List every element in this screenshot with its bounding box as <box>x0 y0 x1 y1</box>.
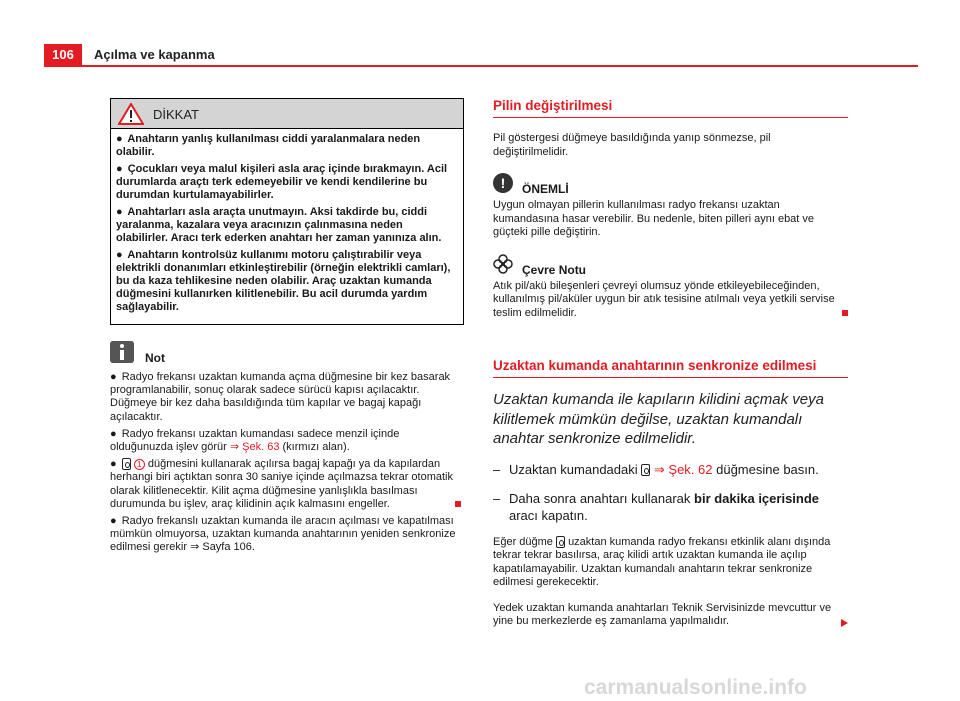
note-item: ● Radyo frekansı uzaktan kumanda açma düğmesine bir kez basarak programlanabilir, sonuç olarak sadece sürücü kapısı açılacaktır. Düğmeye bir kez daha basıldığında tüm kapılar ve bagaj kapağı açılacaktır. <box>110 371 451 423</box>
env-title: Çevre Notu <box>522 262 587 277</box>
sync-section <box>493 358 848 629</box>
warning-header <box>111 99 463 129</box>
env-header <box>493 254 848 280</box>
warning-title: DİKKAT <box>153 107 199 122</box>
important-header <box>493 173 848 199</box>
note-section <box>110 341 464 555</box>
sync-para: Eğer düğme uzaktan kumanda radyo frekansı etkinlik alanı dışında tekrar tekrar basılırsa, araç kilidi artık uzaktan kumanda ile açılıp kapatılamayabilir. Uzaktan kumandalı anahtarın tekrar senkronize edilmesi gerekecektir. <box>493 535 831 588</box>
important-title: ÖNEMLİ <box>522 182 569 196</box>
section-end-marker <box>842 310 848 316</box>
warning-item: ● Anahtarın kontrolsüz kullanımı motoru çalıştırabilir veya elektrikli donanımları etkinleştirebilir (örneğin elektrikli camları), bu da kaza tehlikesine neden olabilir. Araç uzaktan kumanda düğmesini kullanırken kilitlenebilir. Bu acil durumda yardım sağlayabilir. <box>116 249 451 313</box>
note-item: ● Radyo frekansı uzaktan kumandası sadece menzil içinde olduğunuzda işlev görür ⇒ Şek. 63 (kırmızı alan). <box>110 427 400 454</box>
env-text: Atık pil/akü bileşenleri çevreyi olumsuz yönde etkileyebileceğinden, kullanılmış pil/aküler uygun bir atık tesisine atılmalı veya yetkili servise teslim edilmelidir. <box>493 280 848 321</box>
sync-section-title: Uzaktan kumanda anahtarının senkronize edilmesi <box>493 358 848 378</box>
battery-section-title: Pilin değiştirilmesi <box>493 98 848 118</box>
exclamation-circle-icon: ! <box>493 173 513 193</box>
note-item: ● 1 düğmesini kullanarak açılırsa bagaj kapağı ya da kapılardan herhangi biri açtıktan sonra 30 saniye içinde açılmazsa tekrar otomatik olarak kilitlenecektir. Kilit açma düğmesine yanlışlıkla basılması durumunda bu işlev, araç kilidinin açık kalmasını engeller. <box>110 458 454 510</box>
left-column <box>110 98 464 559</box>
important-text: Uygun olmayan pillerin kullanılması radyo frekansı uzaktan kumandasına hasar verebilir. Bu nedenle, biten pilleri aynı ebat ve güçteki pille değiştirin. <box>493 199 815 238</box>
section-end-marker <box>455 501 461 507</box>
callout-number: 1 <box>134 459 145 470</box>
note-body <box>110 371 464 555</box>
page-header <box>44 44 918 66</box>
watermark: carmanualsonline.info <box>584 676 807 699</box>
continue-arrow-icon <box>841 619 848 627</box>
step-item: – Daha sonra anahtarı kullanarak bir dakika içerisinde aracı kapatın. <box>493 490 820 523</box>
note-item: ● Radyo frekanslı uzaktan kumanda ile aracın açılması ve kapatılması mümkün olmuyorsa, uzaktan kumanda anahtarının yeniden senkronize edilmesi gerekir ⇒ Sayfa 106. <box>110 515 456 554</box>
warning-box <box>110 98 464 325</box>
flower-icon <box>493 254 513 274</box>
sync-lead: Uzaktan kumanda ile kapıların kilidini açmak veya kilitlemek mümkün değilse, uzaktan kumandalı anahtar senkronize edilmelidir. <box>493 391 824 447</box>
info-i-icon <box>110 341 134 363</box>
note-header <box>110 341 464 367</box>
header-rule <box>44 65 918 67</box>
warning-item: ● Çocukları veya malul kişileri asla araç içinde bırakmayın. Acil durumlarda araçtı terk edemeyebilir ve kendi kendilerine bu durumdan kurtulamayabilirler. <box>116 163 448 201</box>
warning-body <box>111 129 463 324</box>
step-item: – Uzaktan kumandadaki ⇒ Şek. 62 düğmesine basın. <box>493 461 819 477</box>
chapter-title: Açılma ve kapanma <box>94 47 215 62</box>
warning-item: ● Anahtarları asla araçta unutmayın. Aksi takdirde bu, ciddi yaralanma, kazalara veya aracınızın çalınmasına neden olabilirler. Aracı terk ederken anahtarı her zaman yanınıza alın. <box>116 206 442 244</box>
unlock-key-icon <box>641 464 650 476</box>
unlock-key-icon <box>556 536 565 548</box>
battery-intro: Pil göstergesi düğmeye basıldığında yanıp sönmezse, pil değiştirilmelidir. <box>493 132 771 158</box>
sync-para: Yedek uzaktan kumanda anahtarları Teknik Servisinizde mevcuttur ve yine bu merkezlerde eş zamanlama yapılmalıdır. <box>493 602 848 629</box>
note-title: Not <box>145 351 165 365</box>
figure-link[interactable]: ⇒ Şek. 62 <box>653 461 713 477</box>
figure-link[interactable]: ⇒ Şek. 63 <box>229 441 280 454</box>
page-number: 106 <box>44 44 82 66</box>
warning-item: ● Anahtarın yanlış kullanılması ciddi yaralanmalara neden olabilir. <box>116 133 421 158</box>
unlock-key-icon <box>122 458 131 470</box>
right-column <box>493 98 848 629</box>
warning-triangle-icon <box>118 103 144 125</box>
